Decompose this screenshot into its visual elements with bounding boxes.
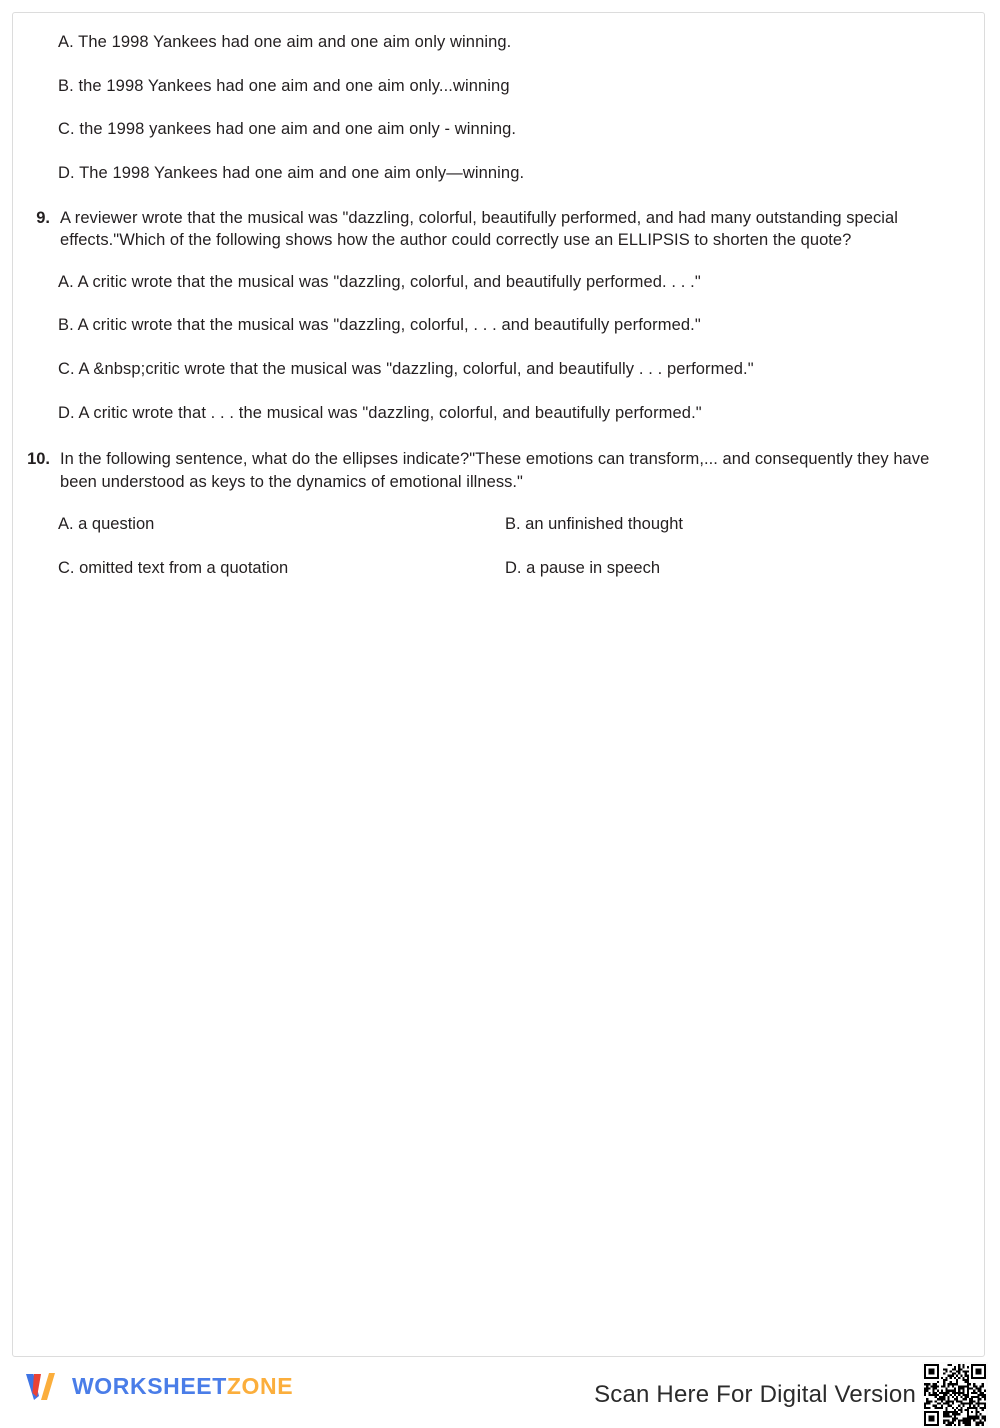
option-line[interactable]: C. the 1998 yankees had one aim and one aim only - winning. <box>58 120 517 139</box>
scan-label: Scan Here For Digital Version <box>594 1381 916 1408</box>
worksheet-zone-logo[interactable] <box>22 1366 293 1406</box>
worksheet-zone-logo-icon <box>22 1366 62 1406</box>
question-10-options <box>0 514 1000 578</box>
brand-word-zone: ZONE <box>226 1372 294 1399</box>
question-number: 9. <box>36 208 50 227</box>
question-9 <box>0 207 1000 252</box>
question-10 <box>0 448 1000 493</box>
question-9-options <box>0 272 1000 424</box>
option-line[interactable]: D. A critic wrote that . . . the musical was "dazzling, colorful, and beautifully performed." <box>58 403 702 422</box>
option-line[interactable]: A. a question <box>58 515 155 534</box>
question-text: A reviewer wrote that the musical was "dazzling, colorful, beautifully performed, and had many outstanding special effects."Which of the following shows how the author could correctly use an ELLIPSIS to shorten the quote? <box>60 208 898 250</box>
question-number: 10. <box>27 450 50 469</box>
page-footer <box>0 1358 1000 1414</box>
option-line[interactable]: B. A critic wrote that the musical was "dazzling, colorful, . . . and beautifully performed." <box>58 316 701 335</box>
option-line[interactable]: A. The 1998 Yankees had one aim and one aim only winning. <box>58 33 512 51</box>
option-line[interactable]: C. omitted text from a quotation <box>58 559 289 577</box>
brand-wordmark <box>72 1373 293 1400</box>
question-text: In the following sentence, what do the ellipses indicate?"These emotions can transform,... and consequently they have been understood as keys to the dynamics of emotional illness." <box>60 450 930 491</box>
continued-options-block <box>0 0 1000 184</box>
worksheet-content <box>0 0 1000 579</box>
scan-section <box>594 1362 988 1428</box>
option-line[interactable]: C. A &nbsp;critic wrote that the musical was "dazzling, colorful, and beautifully . . . performed." <box>58 359 754 378</box>
brand-word-worksheet: WORKSHEET <box>72 1372 227 1399</box>
qr-code-icon[interactable] <box>922 1362 988 1428</box>
option-line[interactable]: D. a pause in speech <box>505 559 661 577</box>
option-line[interactable]: A. A critic wrote that the musical was "dazzling, colorful, and beautifully performed. . . ." <box>58 272 701 291</box>
option-line[interactable]: D. The 1998 Yankees had one aim and one aim only—winning. <box>58 163 525 182</box>
option-line[interactable]: B. an unfinished thought <box>505 515 683 534</box>
option-line[interactable]: B. the 1998 Yankees had one aim and one aim only...winning <box>58 76 510 95</box>
